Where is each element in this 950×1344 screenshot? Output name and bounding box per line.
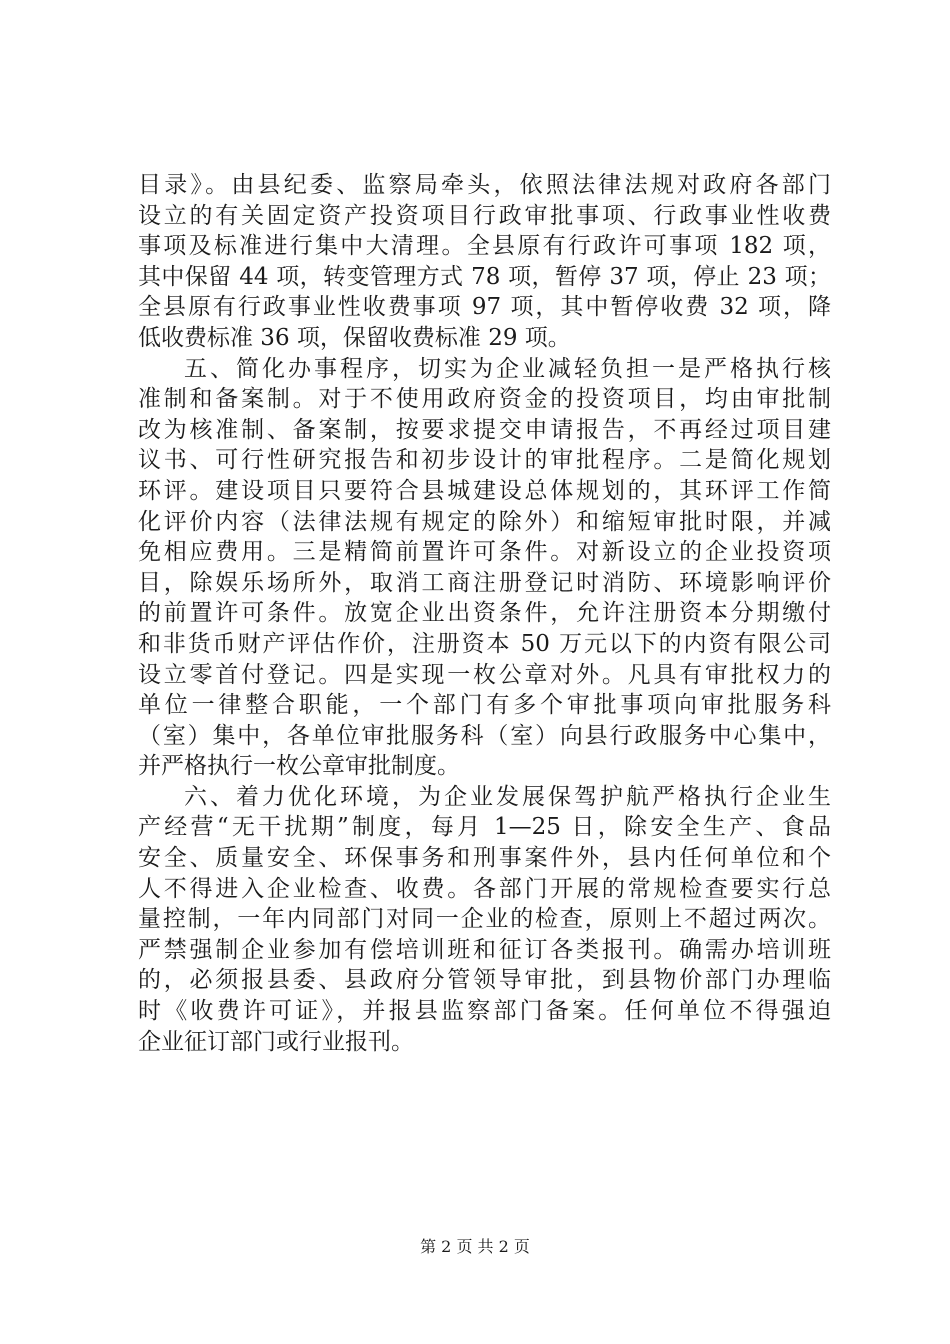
page-footer: 第 2 页 共 2 页: [420, 1237, 530, 1256]
text-line: （室）集中，各单位审批服务科（室）向县行政服务中心集中，: [138, 722, 831, 749]
text-line: 全县原有行政事业性收费事项 97 项，其中暂停收费 32 项，降: [138, 294, 831, 321]
text-line: 的，必须报县委、县政府分管领导审批，到县物价部门办理临: [138, 967, 831, 994]
text-line: 的前置许可条件。放宽企业出资条件，允许注册资本分期缴付: [138, 600, 831, 627]
text-line: 安全、质量安全、环保事务和刑事案件外，县内任何单位和个: [138, 845, 831, 872]
text-line: 免相应费用。三是精简前置许可条件。对新设立的企业投资项: [138, 539, 831, 566]
text-line: 设立的有关固定资产投资项目行政审批事项、行政事业性收费: [138, 202, 831, 229]
text-line: 和非货币财产评估作价，注册资本 50 万元以下的内资有限公司: [138, 630, 831, 657]
text-line: 低收费标准 36 项，保留收费标准 29 项。: [138, 324, 571, 351]
text-line: 准制和备案制。对于不使用政府资金的投资项目，均由审批制: [138, 386, 831, 413]
text-line: 议书、可行性研究报告和初步设计的审批程序。二是简化规划: [138, 447, 831, 474]
text-line: 目，除娱乐场所外，取消工商注册登记时消防、环境影响评价: [138, 569, 831, 596]
text-line: 五、简化办事程序，切实为企业减轻负担一是严格执行核: [184, 355, 831, 382]
text-line: 并严格执行一枚公章审批制度。: [138, 753, 460, 780]
text-line: 目录》。由县纪委、监察局牵头，依照法律法规对政府各部门: [138, 172, 831, 198]
text-line: 人不得进入企业检查、收费。各部门开展的常规检查要实行总: [138, 875, 831, 902]
text-line: 环评。建设项目只要符合县城建设总体规划的，其环评工作简: [138, 477, 831, 504]
text-line: 化评价内容（法律法规有规定的除外）和缩短审批时限，并减: [138, 508, 831, 535]
text-line: 其中保留 44 项，转变管理方式 78 项，暂停 37 项，停止 23 项；: [138, 263, 831, 290]
text-line: 六、着力优化环境，为企业发展保驾护航严格执行企业生: [184, 783, 831, 810]
text-line: 严禁强制企业参加有偿培训班和征订各类报刊。确需办培训班: [138, 936, 831, 963]
text-line: 企业征订部门或行业报刊。: [138, 1028, 414, 1055]
text-line: 改为核准制、备案制，按要求提交申请报告，不再经过项目建: [138, 416, 831, 443]
text-line: 量控制，一年内同部门对同一企业的检查，原则上不超过两次。: [138, 906, 831, 933]
body-text: [138, 170, 831, 1057]
text-line: 事项及标准进行集中大清理。全县原有行政许可事项 182 项，: [138, 233, 831, 260]
text-line: 产经营“无干扰期”制度，每月 1—25 日，除安全生产、食品: [138, 814, 831, 841]
text-line: 时《收费许可证》，并报县监察部门备案。任何单位不得强迫: [138, 998, 831, 1025]
text-line: 设立零首付登记。四是实现一枚公章对外。凡具有审批权力的: [138, 661, 831, 688]
text-line: 单位一律整合职能，一个部门有多个审批事项向审批服务科: [138, 692, 831, 719]
